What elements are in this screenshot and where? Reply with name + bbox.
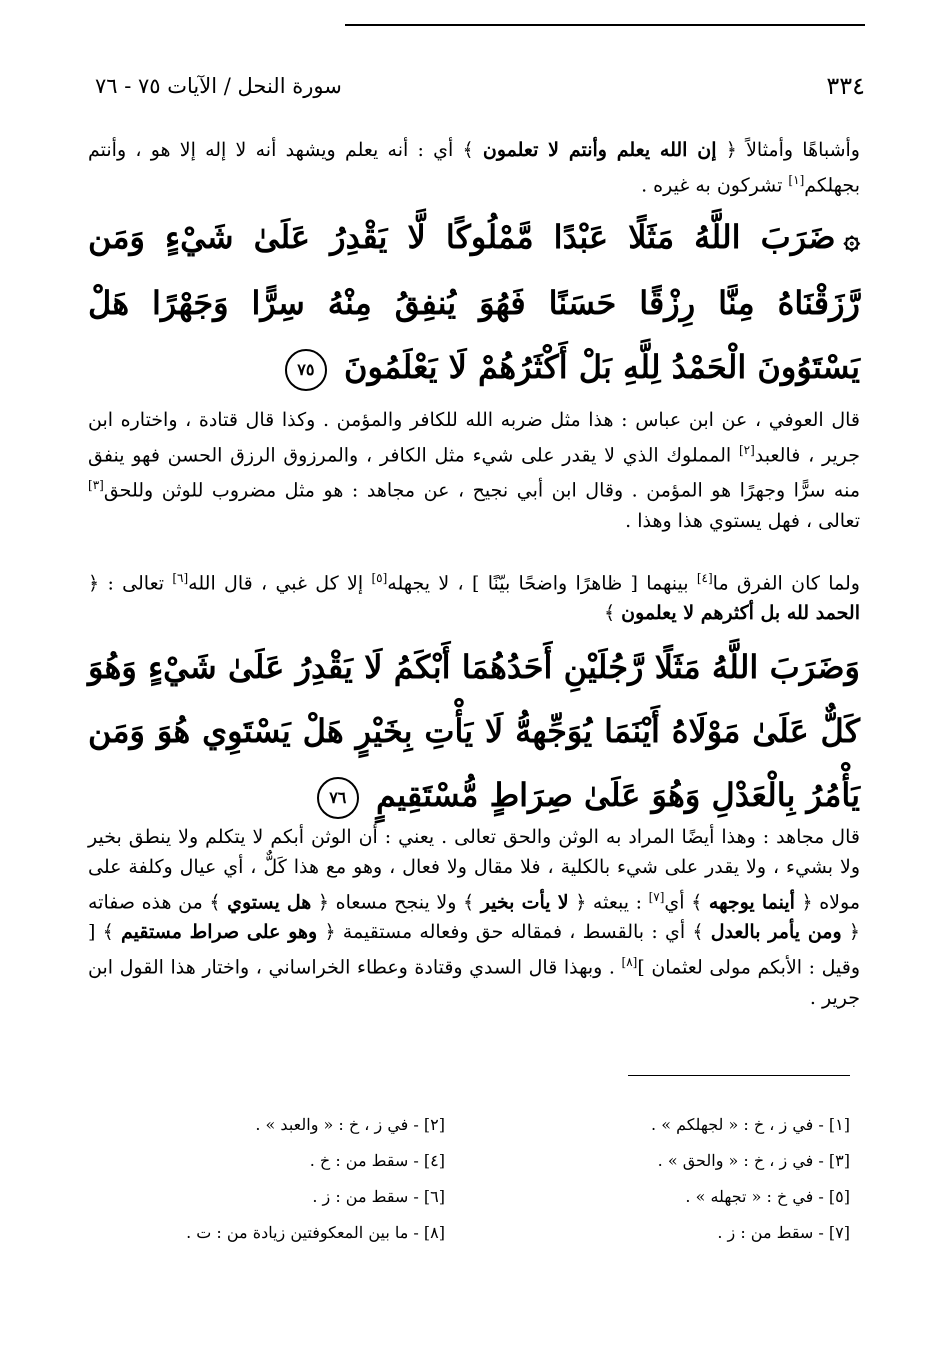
text: ولما كان الفرق ما bbox=[712, 572, 860, 595]
text: المملوك الذي لا يقدر على شيء مثل الكافر ، والمرزوق الرزق الحسن فهو ينفق منه سرًّا وجهرًا هو المؤمن . وقال ابن أبي نجيح ، عن مجاهد : هو مثل مضروب للوثن وللحق bbox=[88, 444, 860, 502]
text: ﴾ أي : أنه يعلم ويشهد أنه لا إله إلا هو ، وأنتم بجهلكم bbox=[88, 139, 860, 197]
text: ﴾ من هذه صفاته ﴿ bbox=[88, 891, 861, 944]
footnote-number: [٨] bbox=[423, 1223, 445, 1242]
quoted-verse: ومن يأمر بالعدل bbox=[710, 921, 842, 944]
footnote-number: [٣] bbox=[828, 1151, 850, 1170]
footnote-text: - سقط من : خ . bbox=[309, 1151, 419, 1170]
footnote-number: [٦] bbox=[423, 1187, 445, 1206]
text: ﴾ ولا ينجح مسعاه ﴿ bbox=[317, 891, 475, 914]
quoted-verse: وهو على صراط مستقيم bbox=[121, 921, 318, 944]
text: ﴾ bbox=[603, 602, 616, 625]
footnote-rule bbox=[628, 1075, 850, 1076]
footnote-ref: [٣] bbox=[88, 478, 104, 493]
text: : يبعثه ﴿ bbox=[575, 891, 642, 914]
footnote-text: - سقط من : ز . bbox=[717, 1223, 824, 1242]
page-number: ٣٣٤ bbox=[826, 72, 865, 100]
quoted-verse: أينما يوجهه bbox=[708, 891, 795, 914]
footnote-ref: [٥] bbox=[371, 571, 388, 585]
footnote-text: - في خ : « تجهله » . bbox=[685, 1187, 824, 1206]
quoted-verse: لا يأت بخير bbox=[480, 891, 569, 914]
footnote-ref: [٨] bbox=[621, 955, 638, 970]
quoted-verse: إن الله يعلم وأنتم لا تعلمون bbox=[482, 139, 717, 161]
footnote-text: - في ز ، خ : « لجهلكم » . bbox=[651, 1115, 824, 1134]
footnote-text: - في ز ، خ : « والعبد » . bbox=[255, 1115, 419, 1134]
text: قال العوفي ، عن ابن عباس : هذا مثل ضربه الله للكافر والمؤمن . وكذا قال قتادة ، واختاره ابن جرير ، فالعبد bbox=[88, 409, 860, 467]
quoted-verse: الحمد لله بل أكثرهم لا يعلمون bbox=[621, 602, 860, 625]
footnote-item bbox=[186, 1223, 445, 1242]
paragraph-4 bbox=[88, 822, 860, 1013]
footnote-number: [٧] bbox=[828, 1223, 850, 1242]
footnote-ref: [١] bbox=[788, 173, 805, 187]
footnote-number: [٢] bbox=[423, 1115, 445, 1134]
page-header bbox=[95, 72, 865, 108]
footnote-item bbox=[658, 1151, 850, 1170]
text: ﴾ [ وقيل : الأبكم مولى لعثمان ] bbox=[88, 921, 860, 979]
footnote-ref: [٢] bbox=[738, 443, 755, 457]
footnote-item bbox=[717, 1223, 850, 1242]
text: إلا كل غبي ، قال الله bbox=[188, 572, 364, 595]
text: ﴾ أي : بالقسط ، فمقاله حق وفعاله مستقيمة ﴿ bbox=[324, 921, 704, 944]
footnote-item bbox=[651, 1115, 850, 1134]
footnote-number: [٤] bbox=[423, 1151, 445, 1170]
paragraph-3 bbox=[88, 563, 860, 628]
text: تعالى ، فهل يستوي هذا وهذا . bbox=[625, 509, 860, 532]
quran-verse-76 bbox=[88, 635, 860, 827]
footnote-text: - في ز ، خ : « والحق » . bbox=[657, 1151, 824, 1170]
footnote-ref: [٧] bbox=[648, 890, 665, 904]
text: بينهما [ ظاهرًا واضحًا بيّنًا ] ، لا يجهله bbox=[387, 572, 689, 595]
paragraph-1 bbox=[88, 135, 860, 200]
footnote-item bbox=[312, 1187, 445, 1206]
text: . وبهذا قال السدي وقتادة وعطاء الخراساني ، واختار هذا القول ابن جرير . bbox=[88, 956, 860, 1009]
text: تعالى : ﴿ bbox=[88, 572, 165, 595]
paragraph-2 bbox=[88, 405, 860, 536]
text: قال مجاهد : وهذا أيضًا المراد به الوثن والحق تعالى . يعني : أن الوثن أبكم لا يتكلم ولا ينطق بخير ولا بشيء ، ولا يقدر على شيء بالكلية ، فلا مقال ولا فعال ، وهو مع هذا كَلٌّ ، أي عيال وكلفة على مولاه ﴿ bbox=[88, 826, 861, 914]
quoted-verse: هل يستوي bbox=[227, 891, 312, 914]
footnote-item bbox=[255, 1115, 445, 1134]
quran-verse-75 bbox=[88, 205, 860, 399]
verse-number-marker: ٧٥ bbox=[285, 349, 327, 391]
rosette-icon: ۞ bbox=[843, 222, 861, 255]
verse-text: وَضَرَبَ اللَّهُ مَثَلًا رَّجُلَيْنِ أَحَدُهُمَا أَبْكَمُ لَا يَقْدِرُ عَلَىٰ شَيْءٍ وَهُوَ كَلٌّ عَلَىٰ مَوْلَاهُ أَيْنَمَا يُوَجِّههُّ لَا يَأْتِ بِخَيْرٍ هَلْ يَسْتَوِي هُوَ وَمَن يَأْمُرُ بِالْعَدْلِ وَهُوَ عَلَىٰ صِرَاطٍ مُّسْتَقِيمٍ bbox=[88, 648, 860, 814]
text: تشركون به غيره . bbox=[641, 174, 783, 197]
footnote-text: - ما بين المعكوفتين زيادة من : ت . bbox=[186, 1223, 419, 1242]
footnote-ref: [٦] bbox=[172, 571, 189, 585]
footnote-item bbox=[310, 1151, 445, 1170]
verse-text: ضَرَبَ اللَّهُ مَثَلًا عَبْدًا مَّمْلُوكًا لَّا يَقْدِرُ عَلَىٰ شَيْءٍ وَمَن رَّزَقْنَاهُ مِنَّا رِزْقًا حَسَنًا فَهُوَ يُنفِقُ مِنْهُ سِرًّا وَجَهْرًا هَلْ يَسْتَوُونَ الْحَمْدُ لِلَّهِ بَلْ أَكْثَرُهُمْ لَا يَعْلَمُونَ bbox=[88, 218, 860, 386]
header-title: سورة النحل / الآيات ٧٥ - ٧٦ bbox=[95, 74, 342, 98]
footnote-ref: [٤] bbox=[696, 571, 713, 585]
text: وأشباهًا وأمثالاً ﴿ bbox=[725, 139, 860, 161]
footnote-number: [١] bbox=[828, 1115, 850, 1134]
text: ﴾ أي bbox=[664, 891, 703, 914]
footnote-item bbox=[685, 1187, 850, 1206]
verse-number-marker: ٧٦ bbox=[317, 777, 359, 819]
header-rule bbox=[345, 24, 865, 26]
footnote-number: [٥] bbox=[828, 1187, 850, 1206]
footnote-text: - سقط من : ز . bbox=[312, 1187, 419, 1206]
